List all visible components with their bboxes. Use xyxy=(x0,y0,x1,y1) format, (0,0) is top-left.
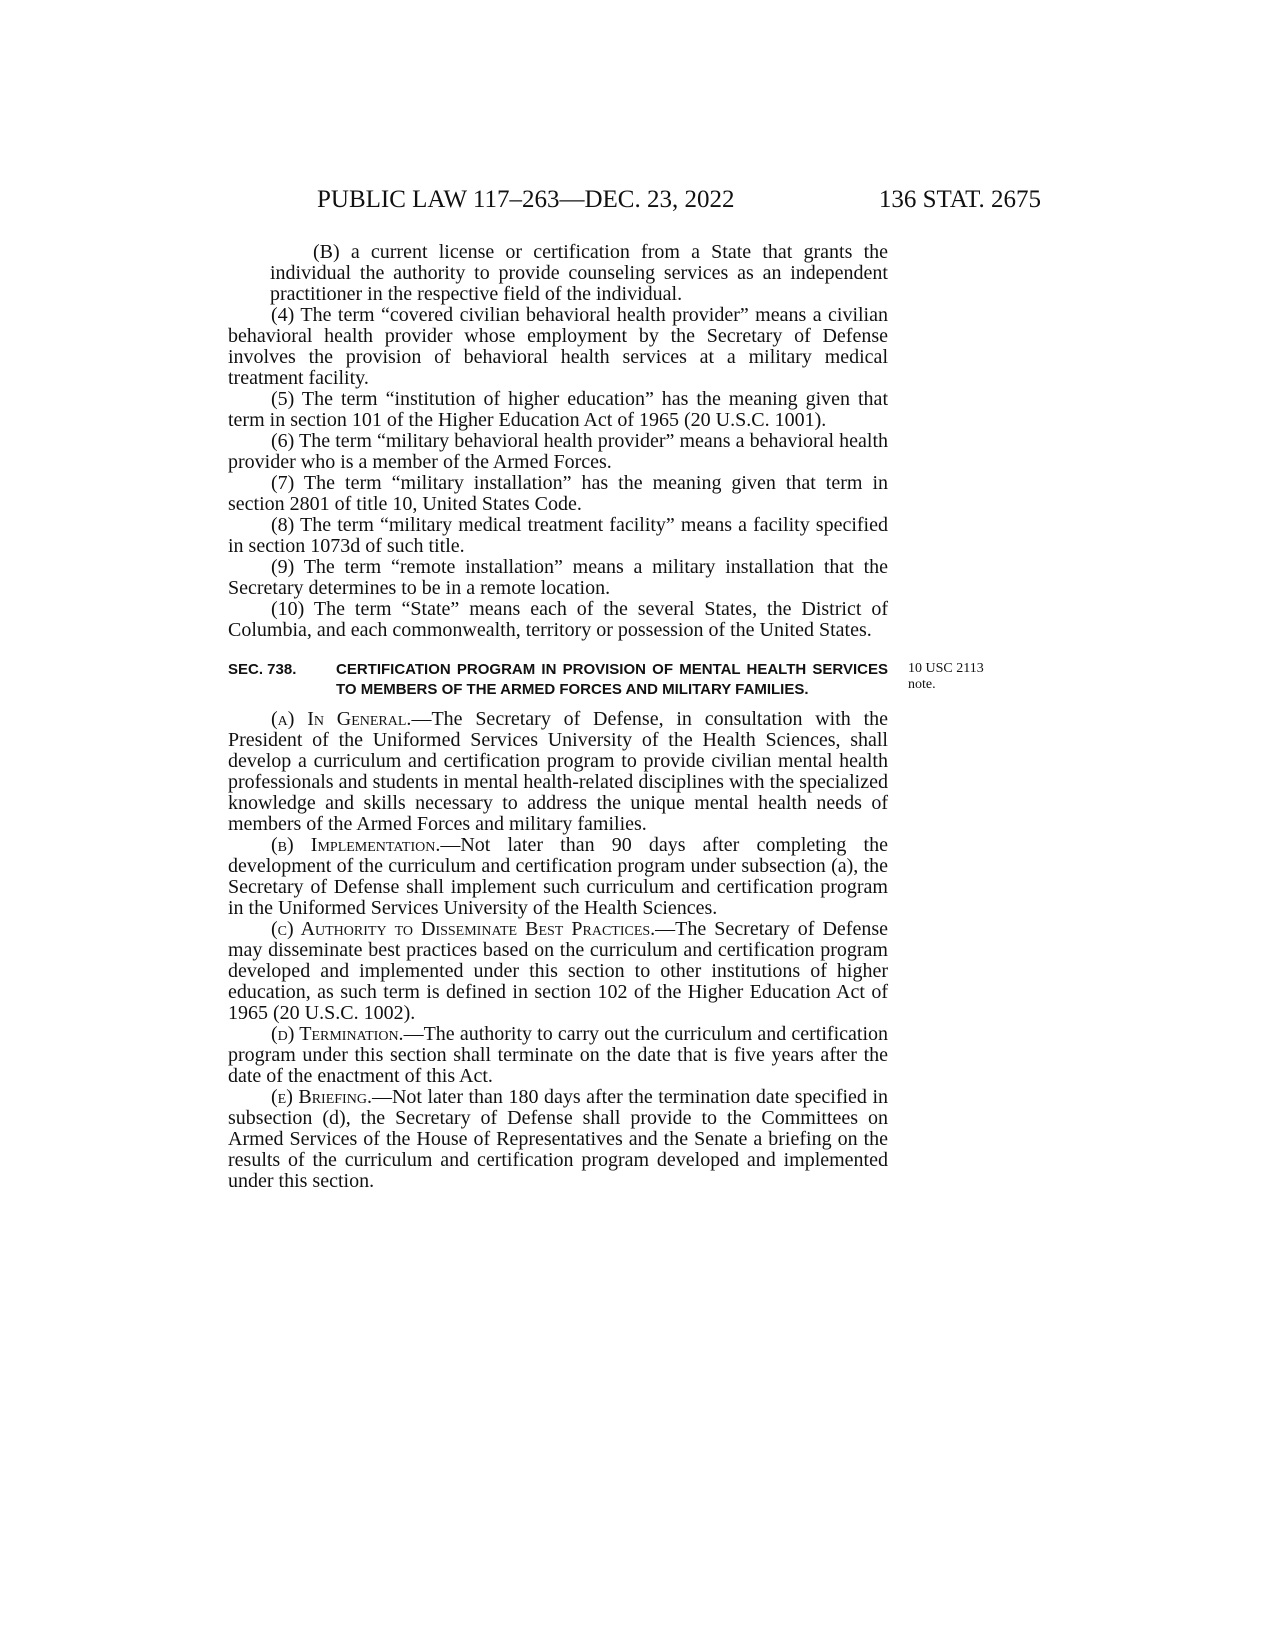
running-header-title: PUBLIC LAW 117–263—DEC. 23, 2022 xyxy=(317,186,735,213)
section-title: CERTIFICATION PROGRAM IN PROVISION OF MENTAL HEALTH SERVICES TO MEMBERS OF THE ARMED FORCES AND MILITARY FAMILIES. xyxy=(336,661,888,698)
paragraph-4: (4) The term “covered civilian behavioral health provider” means a civilian behavioral health provider whose employment by the Secretary of Defense involves the provision of behavioral health services at a military medical treatment facility. xyxy=(228,304,888,389)
subsection-c xyxy=(228,919,888,1024)
subsection-e-text: —Not later than 180 days after the termination date specified in subsection (d), the Secretary of Defense shall provide to the Committees on Armed Services of the House of Representatives and the Senate a briefing on the results of the curriculum and certification program developed and implemented under this section. xyxy=(228,1086,889,1192)
subsection-e xyxy=(228,1087,888,1192)
margin-citation xyxy=(888,661,1048,693)
margin-citation-code: 10 USC 2113 xyxy=(908,661,984,676)
paragraph-8: (8) The term “military medical treatment facility” means a facility specified in section 1073d of such title. xyxy=(228,514,888,557)
subsection-e-heading: (e) Briefing. xyxy=(271,1086,372,1108)
subsection-c-text: —The Secretary of Defense may disseminate best practices based on the curriculum and certification program developed and implemented under this section to other institutions of higher education, as such term is defined in section 102 of the Higher Education Act of 1965 (20 U.S.C. 1002). xyxy=(228,918,888,1024)
subsection-c-heading: (c) Authority to Disseminate Best Practices. xyxy=(271,918,656,940)
paragraph-7: (7) The term “military installation” has the meaning given that term in section 2801 of title 10, United States Code. xyxy=(228,472,888,515)
paragraph-6: (6) The term “military behavioral health provider” means a behavioral health provider who is a member of the Armed Forces. xyxy=(228,430,888,473)
paragraph-5: (5) The term “institution of higher education” has the meaning given that term in section 101 of the Higher Education Act of 1965 (20 U.S.C. 1001). xyxy=(228,388,888,431)
subsection-b-text: —Not later than 90 days after completing the development of the curriculum and certification program under subsection (a), the Secretary of Defense shall implement such curriculum and certification program in the Uniformed Services University of the Health Sciences. xyxy=(228,834,888,919)
section-number: SEC. 738. xyxy=(228,661,297,678)
subsection-b-heading: (b) Implementation. xyxy=(271,834,441,856)
subsection-d-heading: (d) Termination. xyxy=(271,1023,404,1045)
subsection-d xyxy=(228,1024,888,1087)
paragraph-b: (B) a current license or certification from a State that grants the individual the authority to provide counseling services as an independent practitioner in the respective field of the individual. xyxy=(270,241,888,305)
paragraph-10: (10) The term “State” means each of the several States, the District of Columbia, and each commonwealth, territory or possession of the United States. xyxy=(228,598,888,641)
section-heading xyxy=(228,660,984,700)
subsection-a xyxy=(228,709,888,835)
page-body xyxy=(228,241,984,1192)
margin-citation-note: note. xyxy=(908,677,936,692)
paragraph-9: (9) The term “remote installation” means a military installation that the Secretary determines to be in a remote location. xyxy=(228,556,888,599)
subsection-a-text: —The Secretary of Defense, in consultation with the President of the Uniformed Services University of the Health Sciences, shall develop a curriculum and certification program to provide civilian mental health professionals and students in mental health-related disciplines with the specialized knowledge and skills necessary to address the unique mental health needs of members of the Armed Forces and military families. xyxy=(228,708,889,835)
subsection-b xyxy=(228,835,888,919)
subsection-a-heading: (a) In General. xyxy=(271,708,412,730)
page-number: 136 STAT. 2675 xyxy=(878,186,1041,213)
subsection-d-text: —The authority to carry out the curriculum and certification program under this section shall terminate on the date that is five years after the date of the enactment of this Act. xyxy=(228,1023,889,1087)
